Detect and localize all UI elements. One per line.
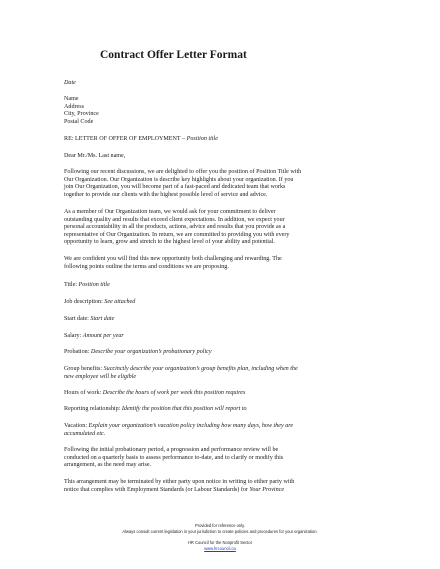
date-line: Date (64, 80, 76, 86)
address-postal: Postal Code (64, 118, 94, 125)
para2-line1: As a member of Our Organization team, we would ask for your commitment to deliver (64, 209, 276, 215)
footer-link-row (0, 546, 440, 551)
para4-line2: conducted on a quarterly basis to assess performance to-date, and to clarify or modify this (64, 454, 284, 461)
para4-line1: Following the initial probationary period, a progression and performance review will be (64, 447, 279, 453)
term-group-benefits: Group benefits: Succinctly describe your organization’s group benefits plan, including when the (64, 366, 298, 372)
re-value: Position title (186, 136, 218, 142)
para3-line1: We are confident you will find this new opportunity both challenging and rewarding. The (64, 256, 282, 262)
document-title: Contract Offer Letter Format (100, 49, 247, 61)
para2-line2: outstanding quality and results that exceed client expectations. In addition, we expect your (64, 216, 285, 223)
para5-line2: notice that complies with Employment Standards (or Labour Standards) for Your Province (64, 486, 285, 493)
term-reporting: Reporting relationship: Identify the position that this position will report to (64, 406, 247, 412)
para1-line2: Our Organization. Our Organization is describe key highlights about your organization. If you (64, 176, 294, 183)
footer-note: Provided for reference only. (195, 523, 245, 528)
address-city: City, Province (64, 111, 99, 117)
para1-line4: together to provide our clients with the highest possible level of service and advice. (64, 191, 268, 198)
salutation: Dear Mr./Ms. Last name, (64, 153, 126, 159)
term-hours: Hours of work: Describe the hours of work per week this position requires (64, 390, 246, 396)
address-street: Address (64, 103, 84, 110)
re-prefix: RE: LETTER OF OFFER OF EMPLOYMENT – (64, 136, 187, 142)
term-title: Title: Position title (64, 282, 110, 288)
para3-line2: following points outline the terms and conditions we are proposing. (64, 263, 229, 270)
term-job-description: Job description: See attached (64, 299, 136, 305)
term-group-benefits-cont: new employee will be eligible (64, 373, 137, 380)
para2-line3: personal accountability in all the products, actions, advice and results that you provide as a (64, 224, 286, 230)
para1-line1: Following our recent discussions, we are delighted to offer you the position of Position Title with (64, 169, 302, 175)
term-start-date: Start date: Start date (64, 316, 115, 322)
footer-website-link[interactable]: www.hrcouncil.ca (204, 546, 236, 551)
para2-line4: representative of Our Organization. In return, we are committed to providing you with every (64, 231, 290, 238)
para4-line3: arrangement, as the need may arise. (64, 462, 152, 468)
term-vacation: Vacation: Explain your organization’s vacation policy including how many days, how they are (64, 423, 294, 429)
term-salary: Salary: Amount per year (64, 333, 124, 339)
address-name: Name (64, 96, 79, 102)
footer-organization: HR Council for the Nonprofit Sector (187, 540, 253, 545)
para5-line1: This arrangement may be terminated by either party upon notice in writing to either party with (64, 479, 295, 485)
term-probation: Probation: Describe your organization’s probationary policy (64, 349, 212, 355)
re-line (64, 136, 218, 143)
term-vacation-cont: accumulated etc. (64, 430, 106, 437)
para2-line5: opportunity to learn, grow and stretch to the highest level of your ability and potential. (64, 239, 275, 245)
para1-line3: join Our Organization, you will become part of a fast-paced and dedicated team that works (64, 184, 286, 190)
footer-legislation: Always consult current legislation in your jurisdiction to create policies and procedures for your organization. (122, 529, 318, 534)
